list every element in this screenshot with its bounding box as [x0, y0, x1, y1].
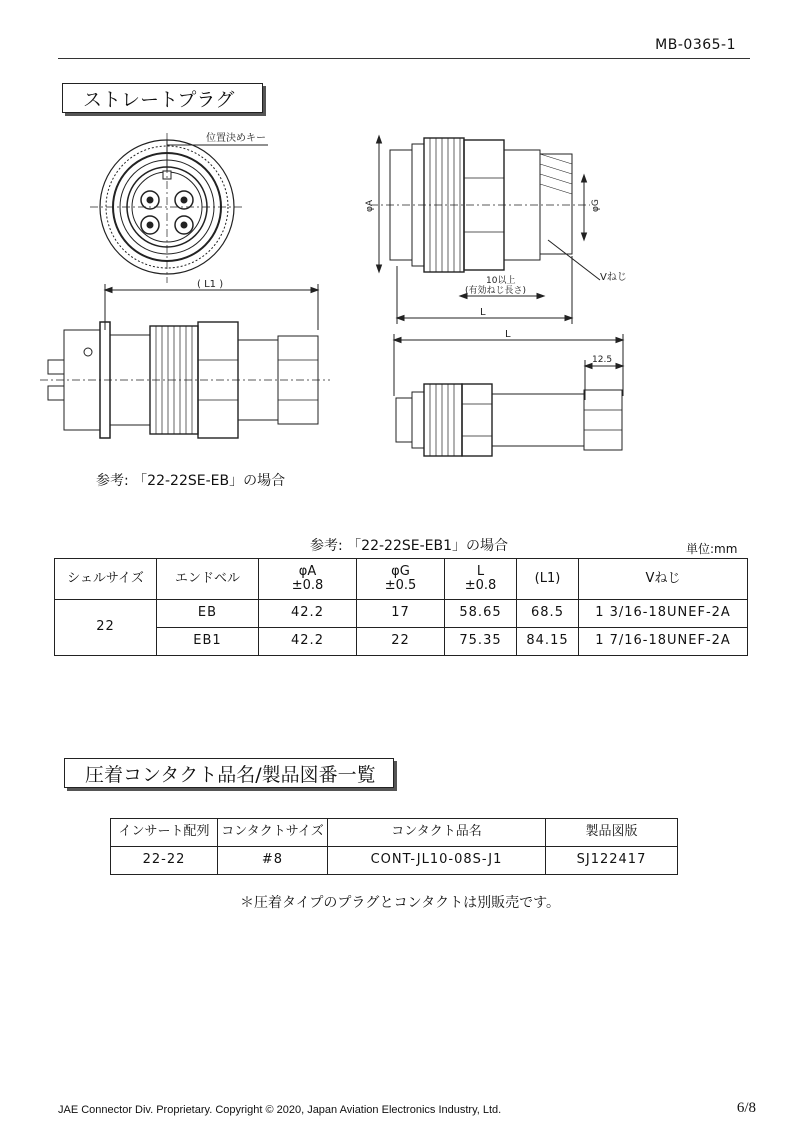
footer-copyright: JAE Connector Div. Proprietary. Copyright © 2020, Japan Aviation Electronics Industry, Ltd.	[58, 1104, 502, 1116]
cell-phi-g: 17	[357, 600, 445, 628]
header-shell-size: シェルサイズ	[55, 559, 157, 600]
table-row	[55, 628, 748, 656]
dimension-table-header	[55, 559, 748, 600]
cell-v-thread: 1 3/16-18UNEF-2A	[579, 600, 748, 628]
header-phi-a: φA ±0.8	[259, 559, 357, 600]
side-view	[40, 322, 330, 438]
table-row	[55, 600, 748, 628]
cell-drawing-number: SJ122417	[546, 847, 678, 875]
header-phi-g: φG ±0.5	[357, 559, 445, 600]
cell-v-thread: 1 7/16-18UNEF-2A	[579, 628, 748, 656]
reference-note-eb: 参考: 「22-22SE-EB」の場合	[96, 473, 286, 489]
section-title-straight-plug	[62, 83, 263, 113]
header-drawing-number: 製品図版	[546, 819, 678, 847]
label-v-thread: Vねじ	[600, 272, 627, 283]
label-12-5: 12.5	[592, 355, 613, 365]
header-v-thread: Vねじ	[579, 559, 748, 600]
contact-table	[110, 818, 678, 875]
cell-l: 75.35	[445, 628, 517, 656]
header-endbell: エンドベル	[157, 559, 259, 600]
label-key: 位置決めキー	[206, 133, 266, 144]
cell-phi-a: 42.2	[259, 628, 357, 656]
header-contact-name: コンタクト品名	[328, 819, 546, 847]
label-l1: ( L1 )	[197, 279, 224, 290]
cell-l: 58.65	[445, 600, 517, 628]
cell-contact-size: #8	[218, 847, 328, 875]
l1-dimension	[105, 284, 318, 330]
label-l-upper: L	[480, 307, 486, 318]
reference-note-eb1: 参考: 「22-22SE-EB1」の場合	[310, 538, 508, 554]
label-thread-length: 10以上	[486, 276, 516, 286]
header-rule	[58, 58, 750, 59]
section-title-text: 圧着コンタクト品名/製品図番一覧	[85, 763, 376, 786]
cell-insert: 22-22	[111, 847, 218, 875]
label-thread-effective: (有効ねじ長さ)	[465, 286, 527, 296]
label-phi-g: φG	[591, 199, 601, 212]
cell-l1: 84.15	[517, 628, 579, 656]
unit-label: 単位:mm	[686, 542, 738, 556]
cell-contact-name: CONT-JL10-08S-J1	[328, 847, 546, 875]
cell-endbell: EB1	[157, 628, 259, 656]
cell-shell-size: 22	[55, 600, 157, 656]
label-l-lower: L	[505, 329, 511, 340]
front-view	[90, 133, 268, 283]
label-phi-a: φA	[365, 199, 375, 212]
cell-phi-a: 42.2	[259, 600, 357, 628]
header-contact-size: コンタクトサイズ	[218, 819, 328, 847]
page-number: 6/8	[736, 1100, 756, 1116]
connector-drawing	[0, 120, 800, 500]
cell-phi-g: 22	[357, 628, 445, 656]
section-title-crimp-contacts	[64, 758, 394, 788]
side-view-eb1	[394, 334, 623, 456]
document-number: MB-0365-1	[655, 37, 736, 53]
section-title-text: ストレートプラグ	[83, 88, 235, 111]
cell-endbell: EB	[157, 600, 259, 628]
header-l1: (L1)	[517, 559, 579, 600]
dimension-table	[54, 558, 748, 656]
header-l: L ±0.8	[445, 559, 517, 600]
header-insert: インサート配列	[111, 819, 218, 847]
table-row	[111, 847, 678, 875]
cell-l1: 68.5	[517, 600, 579, 628]
contact-table-header	[111, 819, 678, 847]
crimp-sales-note: ＊圧着タイプのプラグとコンタクトは別販売です。	[240, 895, 560, 911]
